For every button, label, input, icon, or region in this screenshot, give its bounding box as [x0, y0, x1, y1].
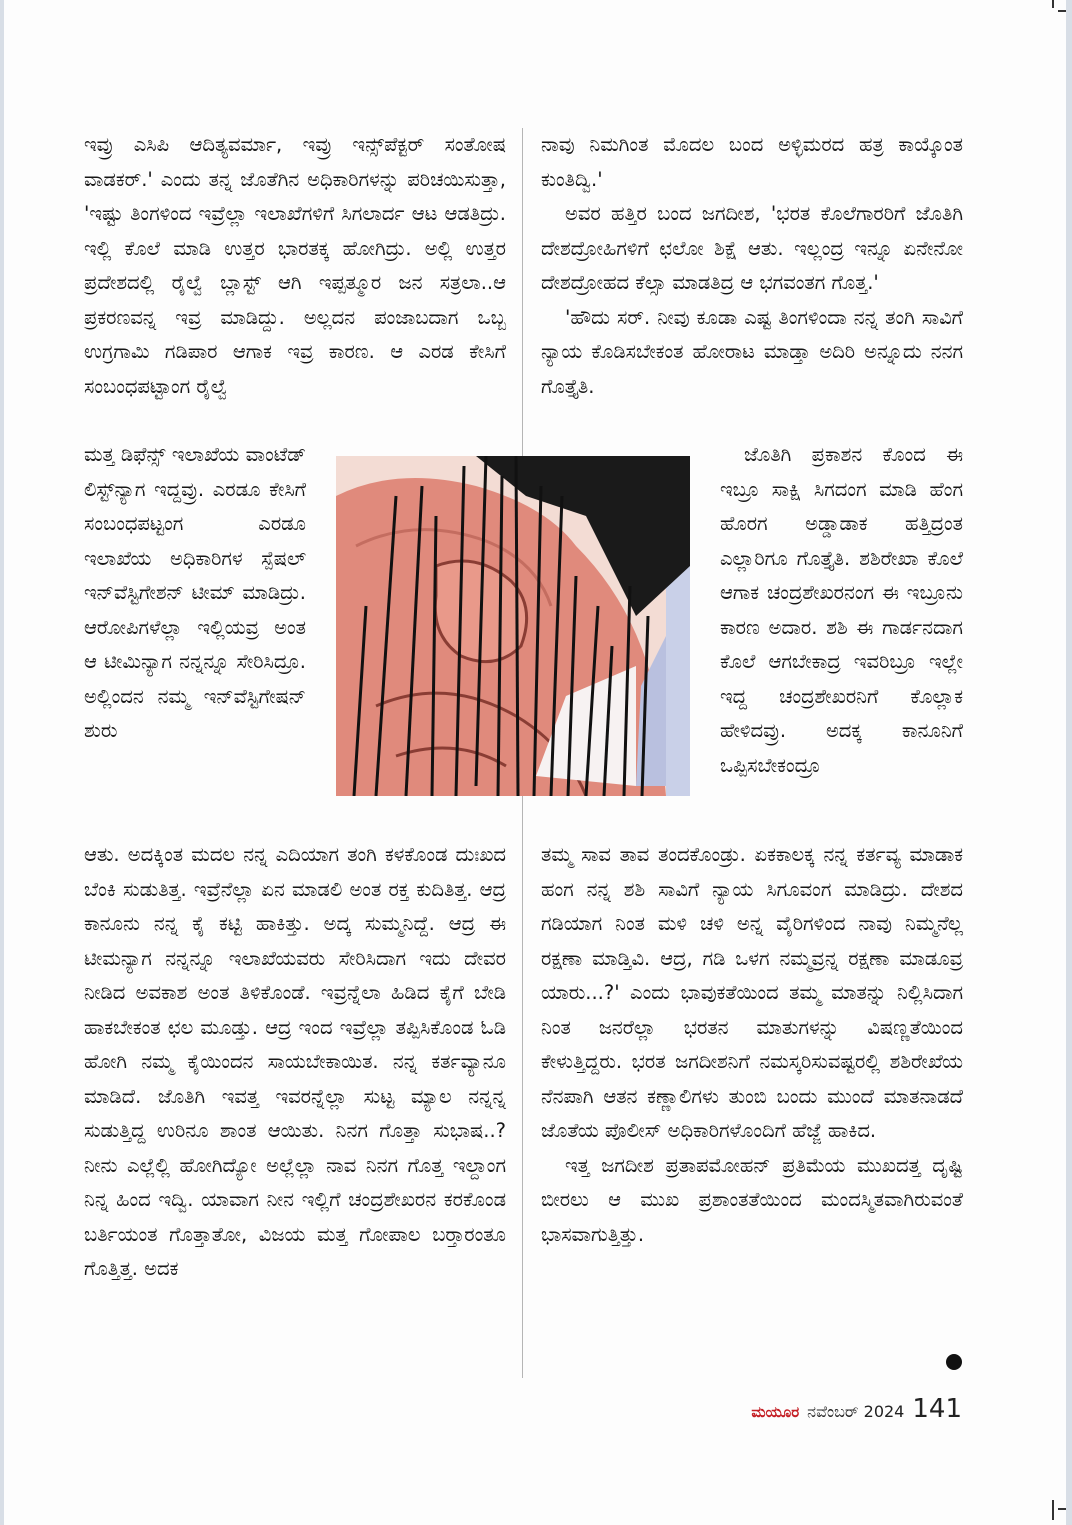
right-bottom-text — [541, 838, 963, 1252]
right-final-paragraph: ಇತ್ತ ಜಗದೀಶ ಪ್ರತಾಪಮೋಹನ್ ಪ್ರತಿಮೆಯ ಮುಖದತ್ತ ದೃಷ್ಟಿ ಬೀರಲು ಆ ಮುಖ ಪ್ರಶಾಂತತೆಯಿಂದ ಮಂದಸ್ಮಿತವಾಗಿರುವಂತೆ ಭಾಸವಾಗುತ್ತಿತ್ತು. — [541, 1153, 963, 1246]
right-bottom-paragraph: ತಮ್ಮ ಸಾವ ತಾವ ತಂದಕೊಂಡ್ರು. ಏಕಕಾಲಕ್ಕ ನನ್ನ ಕರ್ತವ್ಯ ಮಾಡಾಕ ಹಂಗ ನನ್ನ ಶಶಿ ಸಾವಿಗೆ ನ್ಯಾಯ ಸಿಗೂವಂಗ ಮಾಡಿದ್ರು. ದೇಶದ ಗಡಿಯಾಗ ನಿಂತ ಮಳಿ ಚಳಿ ಅನ್ನ ವೈರಿಗಳಿಂದ ನಾವು ನಿಮ್ಮನೆಲ್ಲ ರಕ್ಷಣಾ ಮಾಡ್ತಿವಿ. ಆದ್ರ, ಗಡಿ ಒಳಗ ನಮ್ಮವ್ರನ್ನ ರಕ್ಷಣಾ ಮಾಡೂವ್ರ ಯಾರು...?' ಎಂದು ಭಾವುಕತೆಯಿಂದ ತಮ್ಮ ಮಾತನ್ನು ನಿಲ್ಲಿಸಿದಾಗ ನಿಂತ ಜನರೆಲ್ಲಾ ಭರತನ ಮಾತುಗಳನ್ನು ವಿಷಣ್ಣತೆಯಿಂದ ಕೇಳುತ್ತಿದ್ದರು. ಭರತ ಜಗದೀಶನಿಗೆ ನಮಸ್ಕರಿಸುವಷ್ಟರಲ್ಲಿ ಶಶಿರೇಖೆಯ ನೆನಪಾಗಿ ಆತನ ಕಣ್ಣಾಲಿಗಳು ತುಂಬಿ ಬಂದು ಮುಂದೆ ಮಾತನಾಡದೆ ಜೊತೆಯ ಪೊಲೀಸ್ ಅಧಿಕಾರಿಗಳೊಂದಿಗೆ ಹೆಜ್ಜೆ ಹಾಕಿದ. — [541, 843, 963, 1142]
right-paragraph-3: 'ಹೌದು ಸರ್. ನೀವು ಕೂಡಾ ಎಷ್ಟ ತಿಂಗಳಿಂದಾ ನನ್ನ ತಂಗಿ ಸಾವಿಗೆ ನ್ಯಾಯ ಕೊಡಿಸಬೇಕಂತ ಹೋರಾಟ ಮಾಡ್ತಾ ಅದಿರಿ ಅನ್ನೂದು ನನಗ ಗೊತ್ತೈತಿ. — [541, 305, 963, 398]
figure-behind-bars-illustration — [336, 456, 690, 796]
right-wrap-text — [720, 438, 963, 783]
illustration-svg — [336, 456, 690, 796]
issue-month-year: ನವೆಂಬರ್ 2024 — [807, 1402, 905, 1421]
page-footer — [700, 1394, 962, 1428]
left-wrap-paragraph: ಮತ್ತ ಡಿಫೆನ್ಸ್ ಇಲಾಖೆಯ ವಾಂಟೆಡ್ ಲಿಸ್ಟ್‌ನ್ಯಾಗ ಇದ್ದವ್ರು. ಎರಡೂ ಕೇಸಿಗೆ ಸಂಬಂಧಪಟ್ಟಂಗ ಎರಡೂ ಇಲಾಖೆಯ ಅಧಿಕಾರಿಗಳ ಸ್ಪೆಷಲ್ ಇನ್‌ವೆಸ್ಟಿಗೇಶನ್ ಟೀಮ್ ಮಾಡಿದ್ರು. ಆರೋಪಿಗಳೆಲ್ಲಾ ಇಲ್ಲಿಯವ್ರ ಅಂತ ಆ ಟೀಮಿನ್ಯಾಗ ನನ್ನನ್ನೂ ಸೇರಿಸಿದ್ರೂ. ಅಲ್ಲಿಂದನ ನಮ್ಮ ಇನ್‌ವೆಸ್ಟಿಗೇಷನ್ ಶುರು — [84, 443, 306, 742]
left-bottom-text — [84, 838, 506, 1287]
right-wrap-paragraph: ಜೊತಿಗಿ ಪ್ರಕಾಶನ ಕೊಂದ ಈ ಇಬ್ರೂ ಸಾಕ್ಷಿ ಸಿಗದಂಗ ಮಾಡಿ ಹೆಂಗ ಹೊರಗ ಅಡ್ಡಾಡಾಕ ಹತ್ತಿದ್ರಂತ ಎಲ್ಲಾರಿಗೂ ಗೊತ್ತೈತಿ. ಶಶಿರೇಖಾ ಕೊಲೆ ಆಗಾಕ ಚಂದ್ರಶೇಖರನಂಗ ಈ ಇಬ್ರೂನು ಕಾರಣ ಅದಾರ. ಶಶಿ ಈ ಗಾರ್ಡನದಾಗ ಕೊಲೆ ಆಗಬೇಕಾದ್ರ ಇವರಿಬ್ರೂ ಇಲ್ಲೇ ಇದ್ದ ಚಂದ್ರಶೇಖರನಿಗೆ ಕೊಲ್ಲಾಕ ಹೇಳಿದವ್ರು. ಅದಕ್ಕ ಕಾನೂನಿಗೆ ಒಪ್ಪಿಸಬೇಕಂದ್ರೂ — [720, 443, 963, 777]
crop-mark-bottom-right — [1058, 1508, 1066, 1510]
left-column — [84, 128, 506, 404]
crop-mark-top — [1052, 0, 1054, 8]
left-top-paragraph: ಇವ್ರು ಎಸಿಪಿ ಆದಿತ್ಯವರ್ಮಾ, ಇವ್ರು ಇನ್ಸ್‌ಪೆಕ್ಟರ್ ಸಂತೋಷ ವಾಡಕರ್.' ಎಂದು ತನ್ನ ಜೊತೆಗಿನ ಅಧಿಕಾರಿಗಳನ್ನು ಪರಿಚಯಿಸುತ್ತಾ, 'ಇಷ್ಟು ತಿಂಗಳಿಂದ ಇವ್ರೆಲ್ಲಾ ಇಲಾಖೆಗಳಿಗೆ ಸಿಗಲಾರ್ದ ಆಟ ಆಡತಿದ್ರು. ಇಲ್ಲಿ ಕೊಲೆ ಮಾಡಿ ಉತ್ತರ ಭಾರತಕ್ಕ ಹೋಗಿದ್ರು. ಅಲ್ಲಿ ಉತ್ತರ ಪ್ರದೇಶದಲ್ಲಿ ರೈಲ್ವೆ ಬ್ಲಾಸ್ಟ್ ಆಗಿ ಇಪ್ಪತ್ಮೂರ ಜನ ಸತ್ರಲಾ..ಆ ಪ್ರಕರಣವನ್ನ ಇವ್ರ ಮಾಡಿದ್ದು. ಅಲ್ಲದನ ಪಂಜಾಬದಾಗ ಒಬ್ಬ ಉಗ್ರಗಾಮಿ ಗಡಿಪಾರ ಆಗಾಕ ಇವ್ರ ಕಾರಣ. ಆ ಎರಡ ಕೇಸಿಗೆ ಸಂಬಂಧಪಟ್ಟಾಂಗ ರೈಲ್ವೆ — [84, 133, 506, 398]
magazine-brand: ಮಯೂರ — [751, 1403, 800, 1421]
crop-mark-right — [1058, 10, 1066, 12]
right-column — [541, 128, 963, 404]
right-paragraph-1: ನಾವು ನಿಮಗಿಂತ ಮೊದಲ ಬಂದ ಅಳ್ಳಿಮರದ ಹತ್ರ ಕಾಯ್ಕೊಂತ ಕುಂತಿದ್ವಿ.' — [541, 133, 963, 191]
left-wrap-text — [84, 438, 306, 749]
crop-mark-bottom — [1052, 1500, 1054, 1520]
page-number: 141 — [912, 1394, 962, 1424]
right-paragraph-2: ಅವರ ಹತ್ತಿರ ಬಂದ ಜಗದೀಶ, 'ಭರತ ಕೊಲೆಗಾರರಿಗೆ ಜೊತಿಗಿ ದೇಶದ್ರೋಹಿಗಳಿಗೆ ಛಲೋ ಶಿಕ್ಷೆ ಆತು. ಇಲ್ಲಂದ್ರ ಇನ್ನೂ ಏನೇನೋ ದೇಶದ್ರೋಹದ ಕೆಲ್ಸಾ ಮಾಡತಿದ್ರ ಆ ಭಗವಂತಗ ಗೊತ್ತ.' — [541, 202, 963, 294]
end-of-story-bullet — [946, 1354, 962, 1370]
left-bottom-paragraph: ಆತು. ಅದಕ್ಕಿಂತ ಮದಲ ನನ್ನ ಎದಿಯಾಗ ತಂಗಿ ಕಳಕೊಂಡ ದುಃಖದ ಬೆಂಕಿ ಸುಡುತಿತ್ತ. ಇವ್ರೆನೆಲ್ಲಾ ಏನ ಮಾಡಲಿ ಅಂತ ರಕ್ತ ಕುದಿತಿತ್ತ. ಆದ್ರ ಕಾನೂನು ನನ್ನ ಕೈ ಕಟ್ಟಿ ಹಾಕಿತ್ತು. ಅದ್ಕ ಸುಮ್ಮನಿದ್ದೆ. ಆದ್ರ ಈ ಟೀಮನ್ಯಾಗ ನನ್ನನ್ನೂ ಇಲಾಖೆಯವರು ಸೇರಿಸಿದಾಗ ಇದು ದೇವರ ನೀಡಿದ ಅವಕಾಶ ಅಂತ ತಿಳಿಕೊಂಡೆ. ಇವ್ರನ್ನೆಲಾ ಹಿಡಿದ ಕೈಗೆ ಬೇಡಿ ಹಾಕಬೇಕಂತ ಛಲ ಮೂಡ್ತು. ಆದ್ರ ಇಂದ ಇವ್ರೆಲ್ಲಾ ತಪ್ಪಿಸಿಕೊಂಡ ಓಡಿ ಹೋಗಿ ನಮ್ಮ ಕೈಯಿಂದನ ಸಾಯಬೇಕಾಯಿತ. ನನ್ನ ಕರ್ತವ್ಯಾನೂ ಮಾಡಿದೆ. ಜೊತಿಗಿ ಇವತ್ತ ಇವರನ್ನೆಲ್ಲಾ ಸುಟ್ಟ ಮ್ಯಾಲ ನನ್ನನ್ನ ಸುಡುತ್ತಿದ್ದ ಉರಿನೂ ಶಾಂತ ಆಯಿತು. ನಿನಗ ಗೊತ್ತಾ ಸುಭಾಷ..? ನೀನು ಎಲ್ಲೆಲ್ಲಿ ಹೋಗಿದ್ಯೋ ಅಲ್ಲೆಲ್ಲಾ ನಾವ ನಿನಗ ಗೊತ್ತ ಇಲ್ದಾಂಗ ನಿನ್ನ ಹಿಂದ ಇದ್ವಿ. ಯಾವಾಗ ನೀನ ಇಲ್ಲಿಗೆ ಚಂದ್ರಶೇಖರನ ಕರಕೊಂಡ ಬರ್ತಿಯಂತ ಗೊತ್ತಾತೋ, ವಿಜಯ ಮತ್ತ ಗೋಪಾಲ ಬರ್‍ತಾರಂತೂ ಗೊತ್ತಿತ್ತ. ಅದಕ — [84, 843, 506, 1280]
